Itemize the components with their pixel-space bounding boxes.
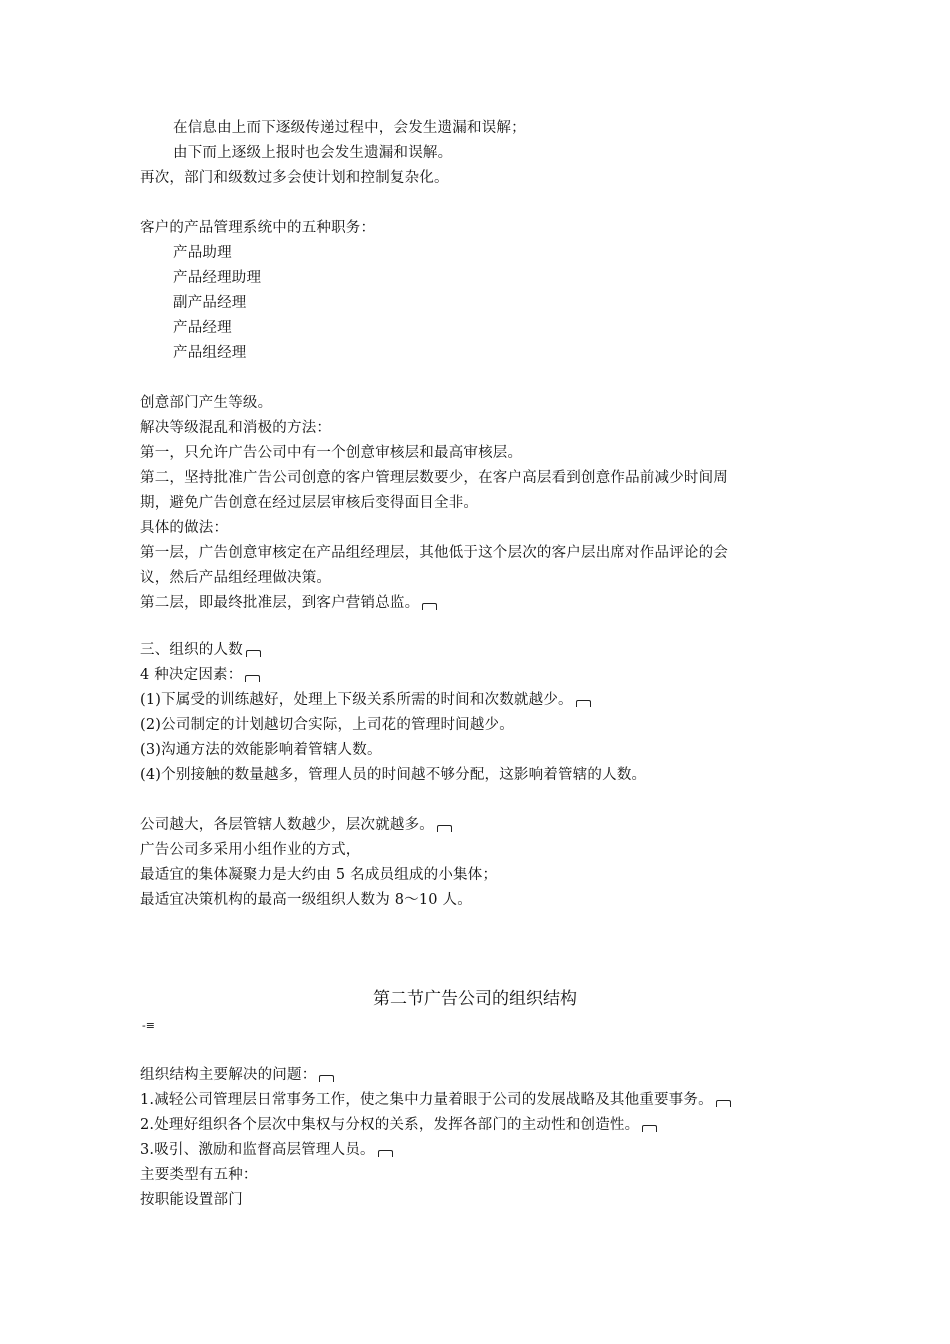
paragraph-mark-icon xyxy=(378,1150,393,1157)
list-item xyxy=(173,318,232,338)
list-item xyxy=(140,715,514,735)
line-text: 按职能设置部门 xyxy=(140,1192,243,1208)
paragraph-line xyxy=(140,168,449,188)
line-text: (4)个别接触的数量越多，管理人员的时间越不够分配，这影响着管辖的人数。 xyxy=(140,767,647,783)
list-item xyxy=(140,1090,731,1110)
line-text: 公司越大，各层管辖人数越少，层次就越多。 xyxy=(140,817,434,833)
line-text: 副产品经理 xyxy=(173,295,247,311)
list-item xyxy=(140,740,382,760)
line-text: 产品经理 xyxy=(173,320,232,336)
paragraph-line xyxy=(173,118,526,138)
title-text: 第二节广告公司的组织结构 xyxy=(373,989,577,1009)
line-text: 第二，坚持批准广告公司创意的客户管理层数要少，在客户高层看到创意作品前减少时间周 xyxy=(140,470,728,486)
list-item xyxy=(140,690,591,710)
line-text: 产品组经理 xyxy=(173,345,247,361)
paragraph-line xyxy=(140,890,472,910)
paragraph-line xyxy=(140,665,260,685)
paragraph-line xyxy=(140,593,437,613)
line-text: 第二层，即最终批准层，到客户营销总监。 xyxy=(140,595,420,611)
section-heading-line xyxy=(140,1065,334,1085)
paragraph-mark-icon xyxy=(422,603,437,610)
list-item xyxy=(173,293,247,313)
stray-mark-text: -≡ xyxy=(142,1019,155,1032)
line-text: 产品经理助理 xyxy=(173,270,262,286)
section-heading-line xyxy=(140,218,375,238)
line-text: (1)下属受的训练越好，处理上下级关系所需的时间和次数就越少。 xyxy=(140,692,573,708)
line-text: 组织结构主要解决的问题： xyxy=(140,1067,317,1083)
paragraph-line xyxy=(140,1190,243,1210)
line-text: 第一层，广告创意审核定在产品组经理层，其他低于这个层次的客户层出席对作品评论的会 xyxy=(140,545,728,561)
list-item xyxy=(140,1140,393,1160)
paragraph-mark-icon xyxy=(437,825,452,832)
list-item xyxy=(140,765,646,785)
paragraph-mark-icon xyxy=(642,1125,657,1132)
paragraph-mark-icon xyxy=(319,1075,334,1082)
paragraph-line xyxy=(140,543,728,563)
paragraph-line xyxy=(140,815,452,835)
line-text: 议，然后产品组经理做决策。 xyxy=(140,570,332,586)
line-text: 创意部门产生等级。 xyxy=(140,395,273,411)
paragraph-mark-icon xyxy=(245,675,260,682)
stray-mark xyxy=(142,1020,155,1032)
line-text: 具体的做法： xyxy=(140,520,229,536)
paragraph-line xyxy=(140,865,497,885)
paragraph-line xyxy=(173,143,452,163)
paragraph-line xyxy=(140,443,522,463)
list-item xyxy=(173,268,261,288)
section-heading-line xyxy=(140,640,261,660)
paragraph-line xyxy=(140,568,331,588)
paragraph-line xyxy=(140,493,478,513)
paragraph-line xyxy=(140,1165,258,1185)
paragraph-line xyxy=(140,418,331,438)
list-item xyxy=(173,243,232,263)
line-text: 第一，只允许广告公司中有一个创意审核层和最高审核层。 xyxy=(140,445,523,461)
line-text: 3.吸引、激励和监督高层管理人员。 xyxy=(140,1142,375,1158)
line-text: 产品助理 xyxy=(173,245,232,261)
line-text: 再次，部门和级数过多会使计划和控制复杂化。 xyxy=(140,170,449,186)
paragraph-mark-icon xyxy=(716,1100,731,1107)
paragraph-line xyxy=(140,518,228,538)
paragraph-mark-icon xyxy=(576,700,591,707)
line-text: 最适宜的集体凝聚力是大约由 5 名成员组成的小集体； xyxy=(140,867,498,883)
line-text: (2)公司制定的计划越切合实际，上司花的管理时间越少。 xyxy=(140,717,514,733)
list-item xyxy=(140,1115,657,1135)
paragraph-line xyxy=(140,393,272,413)
paragraph-line xyxy=(140,468,728,488)
line-text: 主要类型有五种： xyxy=(140,1167,258,1183)
line-text: 期，避免广告创意在经过层层审核后变得面目全非。 xyxy=(140,495,479,511)
line-text: 客户的产品管理系统中的五种职务： xyxy=(140,220,376,236)
line-text: 最适宜决策机构的最高一级组织人数为 8～10 人。 xyxy=(140,892,472,908)
line-text: 解决等级混乱和消极的方法： xyxy=(140,420,332,436)
line-text: 4 种决定因素： xyxy=(140,667,243,683)
line-text: 三、组织的人数 xyxy=(140,642,243,658)
line-text: 广告公司多采用小组作业的方式， xyxy=(140,842,361,858)
line-text: 1.减轻公司管理层日常事务工作，使之集中力量着眼于公司的发展战略及其他重要事务。 xyxy=(140,1092,713,1108)
paragraph-line xyxy=(140,840,361,860)
section-title xyxy=(0,988,950,1010)
list-item xyxy=(173,343,247,363)
line-text: 由下而上逐级上报时也会发生遗漏和误解。 xyxy=(173,145,453,161)
line-text: (3)沟通方法的效能影响着管辖人数。 xyxy=(140,742,382,758)
line-text: 在信息由上而下逐级传递过程中，会发生遗漏和误解； xyxy=(173,120,526,136)
paragraph-mark-icon xyxy=(246,650,261,657)
line-text: 2.处理好组织各个层次中集权与分权的关系，发挥各部门的主动性和创造性。 xyxy=(140,1117,640,1133)
